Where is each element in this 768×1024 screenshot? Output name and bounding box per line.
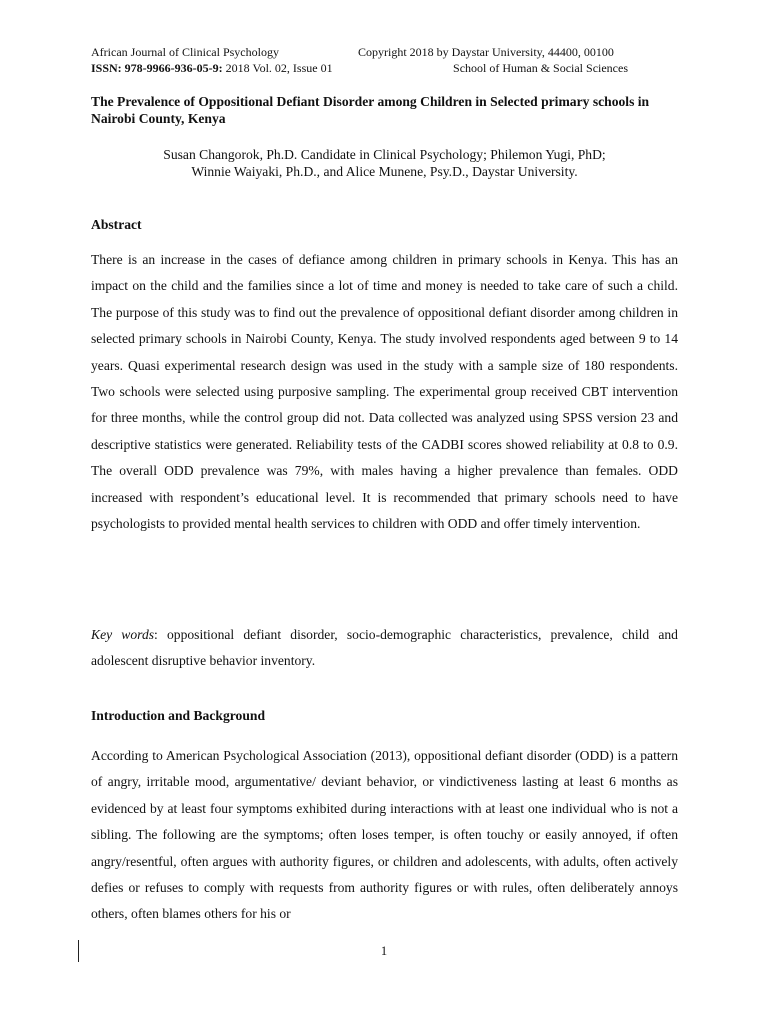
keywords-label: Key words bbox=[91, 627, 155, 642]
copyright-notice: Copyright 2018 by Daystar University, 44400, 00100 bbox=[358, 45, 614, 59]
author-block bbox=[91, 146, 678, 180]
article-title: The Prevalence of Oppositional Defiant Disorder among Children in Selected primary schools in Nairobi County, Kenya bbox=[91, 94, 650, 126]
issn-label: ISSN: 978-9966-936-05-9: bbox=[91, 61, 223, 75]
introduction-paragraph: According to American Psychological Association (2013), oppositional defiant disorder (ODD) is a pattern of angry, irritable mood, argumentative/ deviant behavior, or vindictiveness lasting at least 6 months as evidenced by at least four symptoms exhibited during interactions with at least one individual who is not a sibling. The following are the symptoms; often loses temper, is often touchy or easily annoyed, if often angry/resentful, often argues with authority figures, or children and adolescents, with adults, often actively defies or refuses to comply with requests from authority figures or with rules, often deliberately annoys others, often blames others for his or bbox=[91, 748, 678, 922]
journal-name: African Journal of Clinical Psychology bbox=[91, 45, 279, 59]
running-head-top bbox=[91, 45, 628, 60]
running-head-bottom bbox=[91, 61, 628, 76]
issue-info: 2018 Vol. 02, Issue 01 bbox=[222, 61, 333, 75]
authors-line-1: Susan Changorok, Ph.D. Candidate in Clinical Psychology; Philemon Yugi, PhD; bbox=[163, 147, 606, 162]
abstract-paragraph: There is an increase in the cases of defiance among children in primary schools in Kenya. This has an impact on the child and the families since a lot of time and money is needed to take care of such a child. The purpose of this study was to find out the prevalence of oppositional defiant disorder among children in selected primary schools in Nairobi County, Kenya. The study involved respondents aged between 9 to 14 years. Quasi experimental research design was used in the study with a sample size of 180 respondents. Two schools were selected using purposive sampling. The experimental group received CBT intervention for three months, while the control group did not. Data collected was analyzed using SPSS version 23 and descriptive statistics were generated. Reliability tests of the CADBI scores showed reliability at 0.8 to 0.9. The overall ODD prevalence was 79%, with males having a higher prevalence than females. ODD increased with respondent’s educational level. It is recommended that primary schools need to have psychologists to provided mental health services to children with ODD and offer timely intervention. bbox=[91, 252, 678, 532]
margin-bar bbox=[78, 940, 79, 962]
authors-line-2: Winnie Waiyaki, Ph.D., and Alice Munene, Psy.D., Daystar University. bbox=[191, 164, 578, 179]
introduction-heading: Introduction and Background bbox=[91, 708, 266, 723]
school-name: School of Human & Social Sciences bbox=[453, 61, 628, 75]
page-number: 1 bbox=[380, 944, 388, 958]
abstract-heading: Abstract bbox=[91, 217, 142, 232]
keywords-text: : oppositional defiant disorder, socio-demographic characteristics, prevalence, child and adolescent disruptive behavior inventory. bbox=[91, 627, 678, 669]
keywords-paragraph bbox=[91, 622, 678, 675]
